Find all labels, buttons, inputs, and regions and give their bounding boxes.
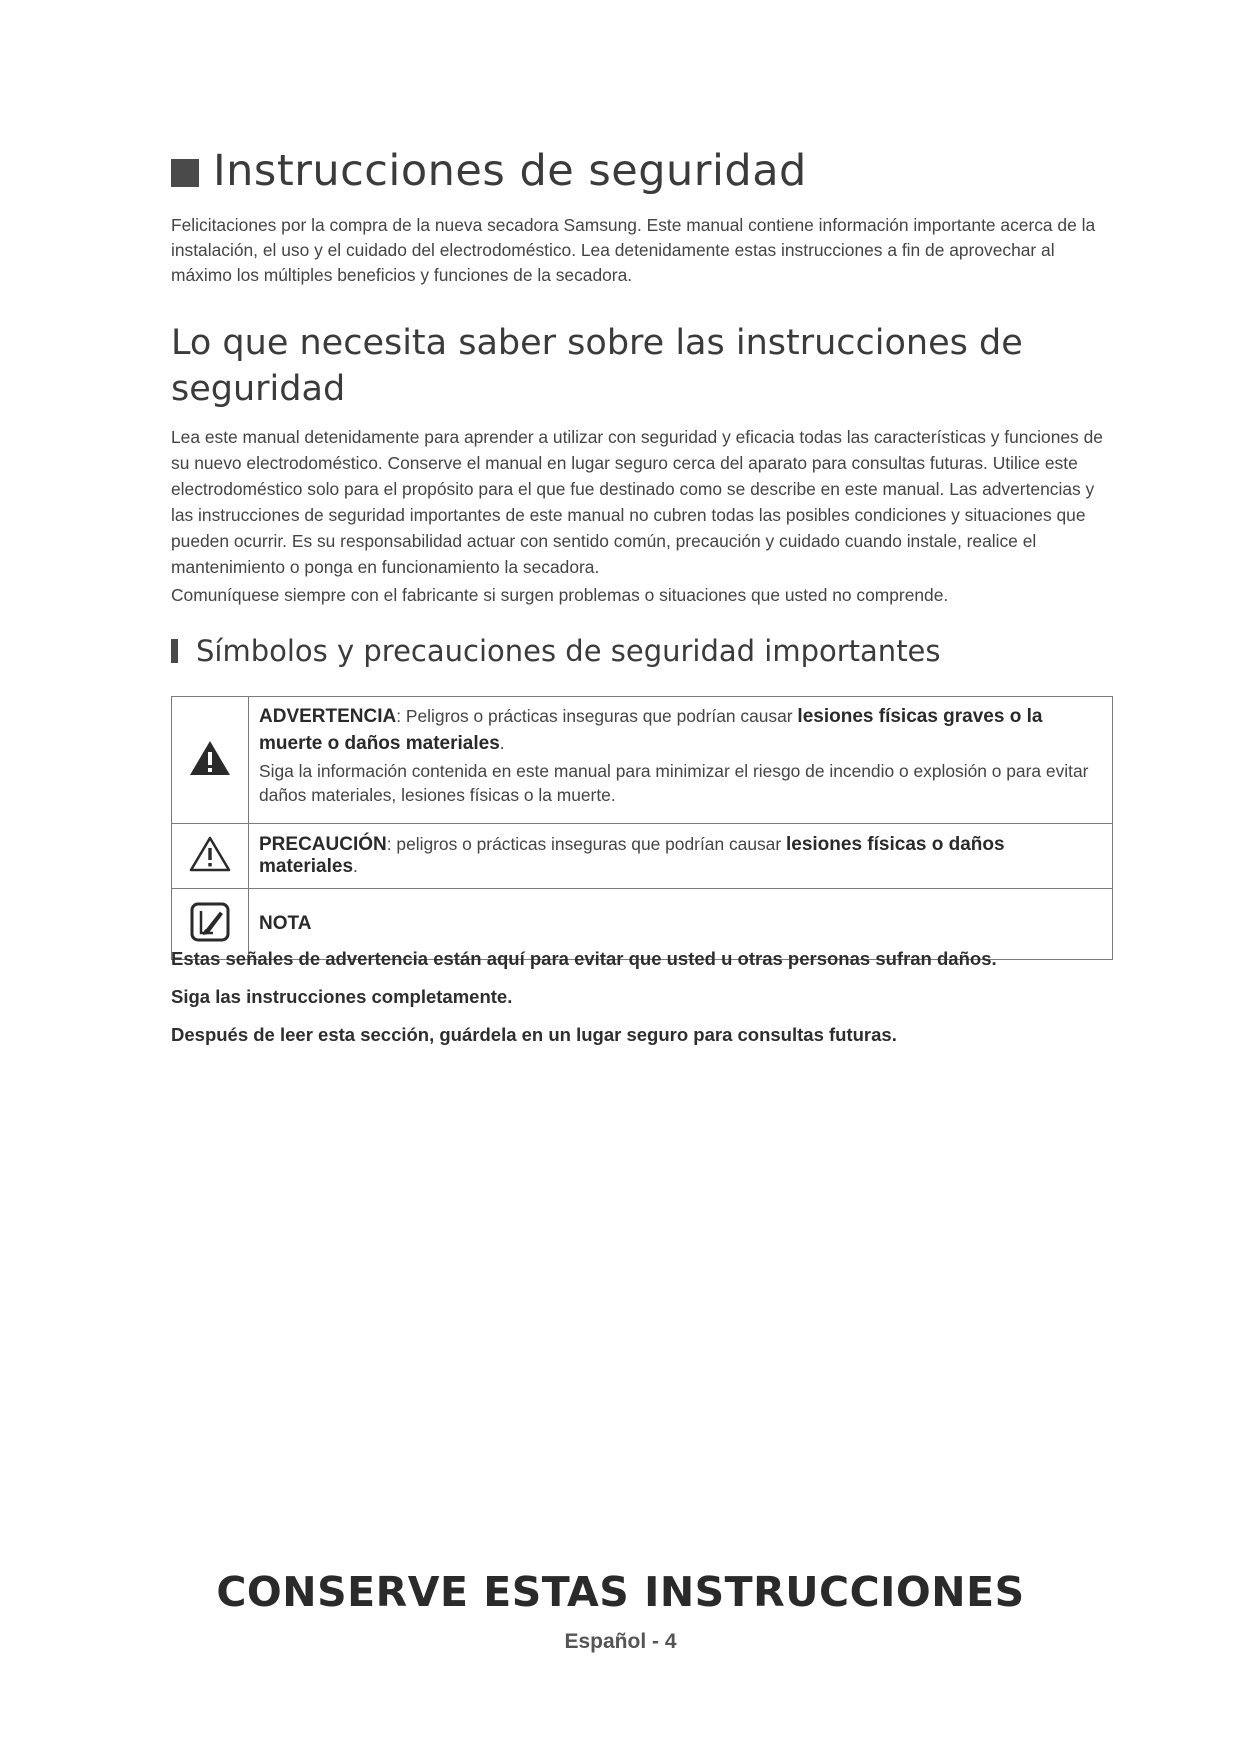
warning-text: : Peligros o prácticas inseguras que podrían causar xyxy=(396,706,798,726)
warning-emphasis: lesiones físicas graves o la muerte o daños materiales xyxy=(259,706,1043,754)
closing-line-3: Después de leer esta sección, guárdela en un lugar seguro para consultas futuras. xyxy=(171,1024,897,1045)
warning-filled-triangle-icon xyxy=(188,738,232,778)
heading-square-icon xyxy=(171,159,199,187)
caution-label: PRECAUCIÓN xyxy=(259,834,387,855)
section-paragraph-1: Lea este manual detenidamente para aprender a utilizar con seguridad y eficacia todas las características y funciones de su nuevo electrodoméstico. Conserve el manual en lugar seguro cerca del aparato para consultas futuras. Utilice este electrodoméstico solo para el propósito para el que fue destinado como se describe en este manual. Las advertencias y las instrucciones de seguridad importantes de este manual no cubren todas las posibles condiciones y situaciones que pueden ocurrir. Es su responsabilidad actuar con sentido común, precaución y cuidado cuando instale, realice el mantenimiento o ponga en funcionamiento la secadora. xyxy=(171,427,1103,577)
warning-icon-cell xyxy=(172,697,249,824)
caution-emphasis: lesiones físicas o daños materiales xyxy=(259,834,1005,877)
heading-bar-icon xyxy=(171,639,178,663)
caution-text-cell xyxy=(249,824,1113,889)
section-paragraph-2: Comuníquese siempre con el fabricante si surgen problemas o situaciones que usted no comprende. xyxy=(171,585,949,605)
section-title: Lo que necesita saber sobre las instrucciones de seguridad xyxy=(171,323,1023,409)
note-label: NOTA xyxy=(259,913,312,934)
section-body xyxy=(171,424,1103,608)
closing-line-2: Siga las instrucciones completamente. xyxy=(171,986,513,1007)
page-heading xyxy=(171,146,807,196)
page-number: Español - 4 xyxy=(564,1630,677,1653)
footer-title: CONSERVE ESTAS INSTRUCCIONES xyxy=(216,1568,1025,1616)
caution-row xyxy=(172,824,1113,889)
caution-text: : peligros o prácticas inseguras que podrían causar xyxy=(386,834,786,854)
warning-row xyxy=(172,697,1113,824)
closing-line-1: Estas señales de advertencia están aquí para evitar que usted u otras personas sufran daños. xyxy=(171,948,997,969)
intro-paragraph: Felicitaciones por la compra de la nueva secadora Samsung. Este manual contiene información importante acerca de la instalación, el uso y el cuidado del electrodoméstico. Lea detenidamente estas instrucciones a fin de aprovechar al máximo los múltiples beneficios y funciones de la secadora. xyxy=(171,215,1096,285)
caution-end: . xyxy=(353,856,358,876)
closing-statements xyxy=(171,946,1131,1060)
warning-detail: Siga la información contenida en este manual para minimizar el riesgo de incendio o explosión o para evitar daños materiales, lesiones físicas o la muerte. xyxy=(259,761,1089,805)
caution-icon-cell xyxy=(172,824,249,889)
symbols-heading xyxy=(171,634,941,668)
symbols-title: Símbolos y precauciones de seguridad importantes xyxy=(196,634,941,668)
warning-label: ADVERTENCIA xyxy=(259,706,397,727)
warning-end: . xyxy=(499,733,505,753)
note-pencil-icon xyxy=(189,901,231,943)
page-title: Instrucciones de seguridad xyxy=(213,146,807,196)
caution-outline-triangle-icon xyxy=(189,835,231,873)
symbols-table xyxy=(171,696,1113,960)
warning-text-cell xyxy=(249,697,1113,824)
